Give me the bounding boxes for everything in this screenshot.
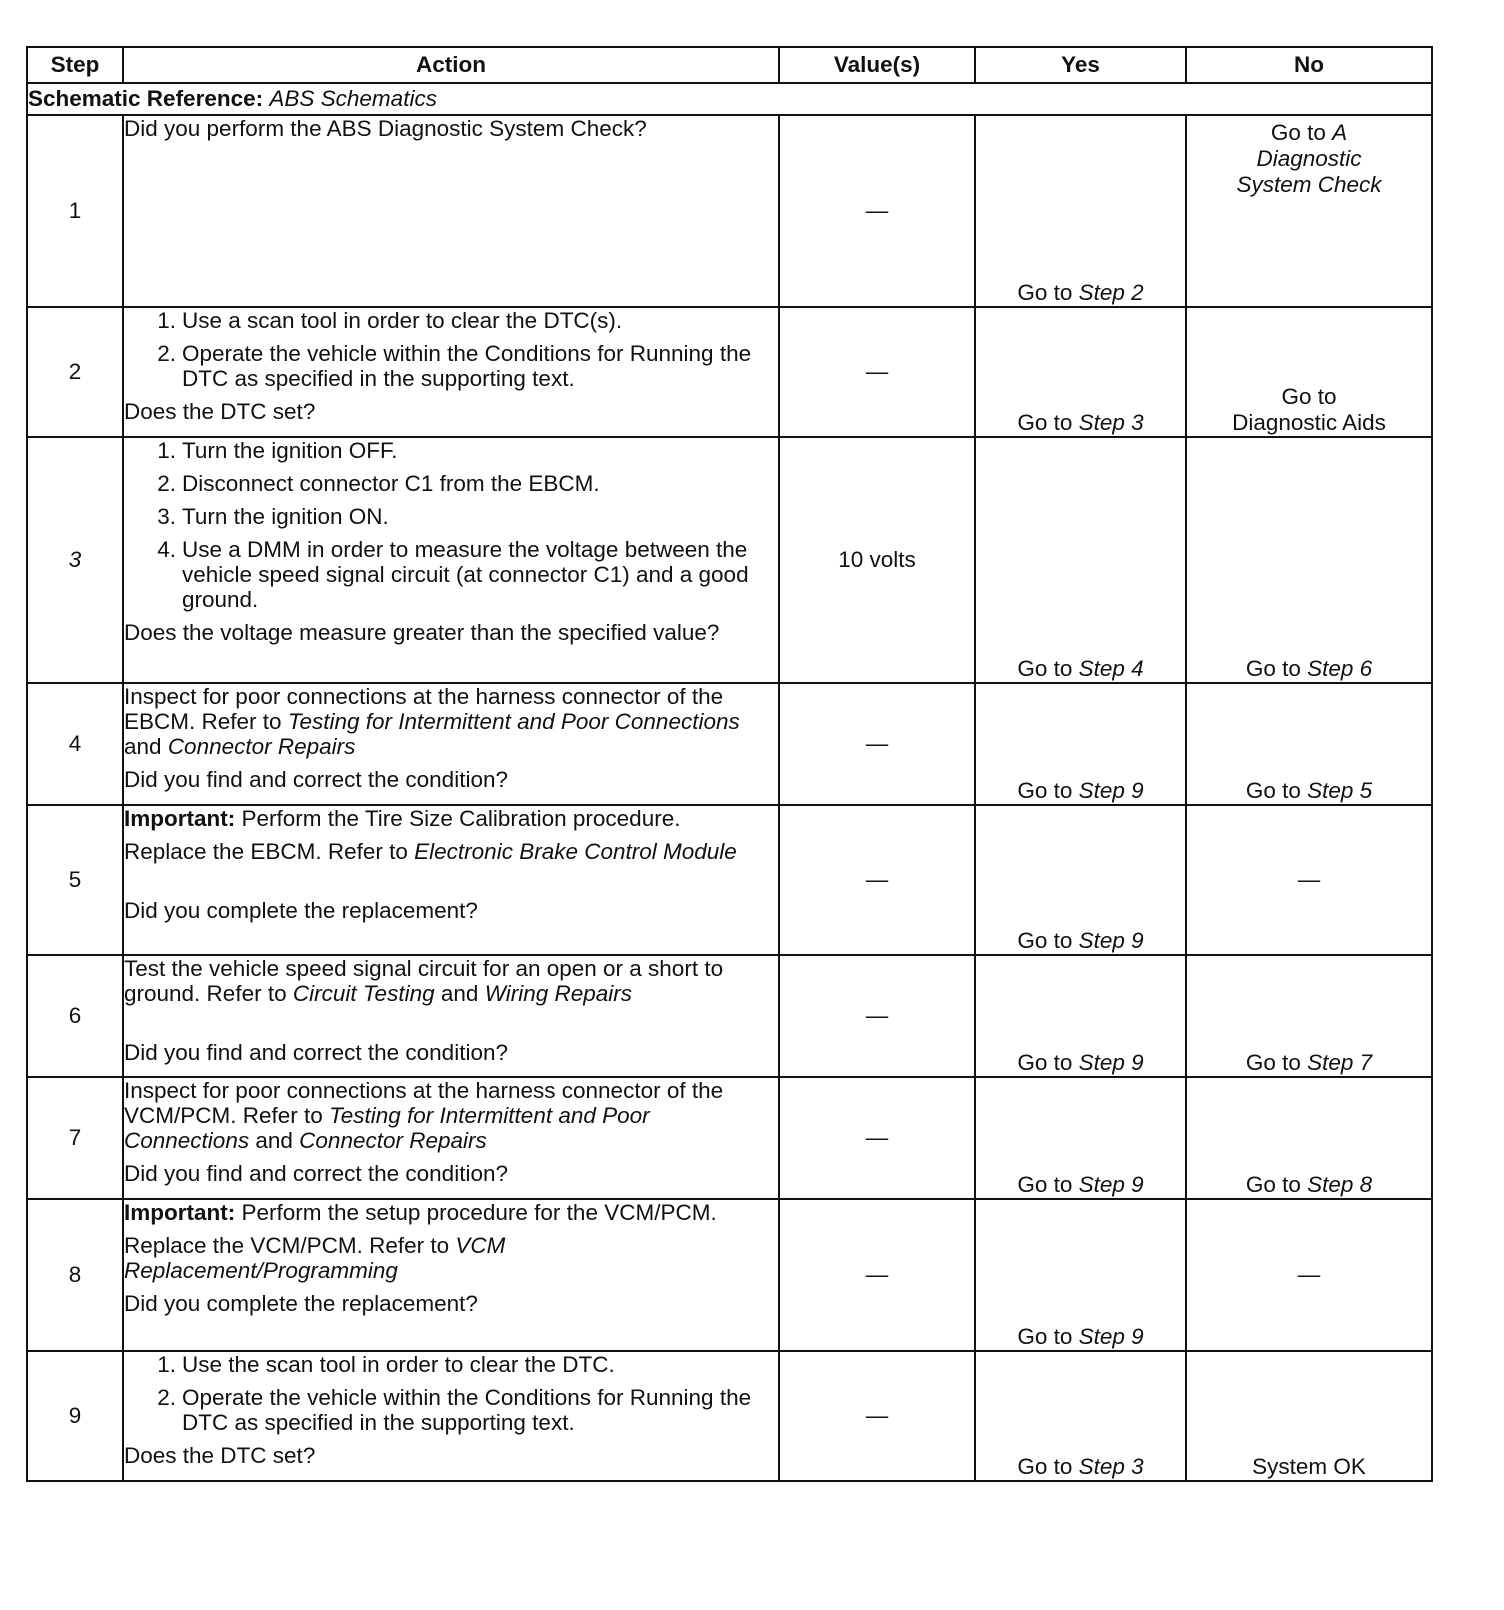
action-question: Did you complete the replacement? <box>124 1291 478 1316</box>
no-cell: Go to Diagnostic Aids <box>1186 307 1432 437</box>
header-step: Step <box>27 47 123 83</box>
step-number: 9 <box>27 1351 123 1481</box>
action-question: Did you complete the replacement? <box>124 898 478 923</box>
list-item: 4. Use a DMM in order to measure the voltage between the vehicle speed signal circuit (at connector C1) and a good ground. <box>157 537 749 612</box>
list-item: 2. Disconnect connector C1 from the EBCM. <box>157 471 600 496</box>
action-cell: Test the vehicle speed signal circuit for an open or a short to ground. Refer to Circuit Testing and Wiring Repairs Did you find and correct the condition? <box>123 955 779 1077</box>
list-item: 1. Use a scan tool in order to clear the DTC(s). <box>157 308 623 333</box>
table-row <box>27 1351 1432 1481</box>
table-row <box>27 437 1432 683</box>
list-item: 1. Use the scan tool in order to clear the DTC. <box>157 1352 615 1377</box>
action-cell <box>123 307 779 437</box>
action-question: Did you find and correct the condition? <box>124 1161 508 1186</box>
reference-link[interactable]: Circuit Testing <box>292 981 435 1006</box>
yes-cell: Go to Step 4 <box>975 437 1186 683</box>
yes-cell: Go to Step 9 <box>975 805 1186 955</box>
step-number: 4 <box>27 683 123 805</box>
no-cell: — <box>1186 805 1432 955</box>
action-cell <box>123 1351 779 1481</box>
value-cell: — <box>779 1351 975 1481</box>
yes-link[interactable]: Step 9 <box>1078 928 1144 953</box>
table-row <box>27 683 1432 805</box>
yes-link[interactable]: Step 9 <box>1078 1324 1144 1349</box>
value-cell: — <box>779 683 975 805</box>
value-cell: — <box>779 805 975 955</box>
action-question: Did you find and correct the condition? <box>124 1040 508 1065</box>
reference-link[interactable]: Connector Repairs <box>299 1128 487 1153</box>
list-item: 3. Turn the ignition ON. <box>157 504 389 529</box>
reference-link[interactable]: Testing for Intermittent and Poor Connections <box>124 1103 650 1153</box>
action-question: Does the voltage measure greater than the specified value? <box>124 620 720 645</box>
action-question: Did you find and correct the condition? <box>124 767 508 792</box>
action-cell <box>123 115 779 307</box>
no-cell: System OK <box>1186 1351 1432 1481</box>
action-cell: Inspect for poor connections at the harness connector of the EBCM. Refer to Testing for Intermittent and Poor Connections and Connector Repairs Did you find and correct the condition? <box>123 683 779 805</box>
schematic-reference <box>27 83 1432 115</box>
yes-cell: Go to Step 9 <box>975 1199 1186 1351</box>
table-row <box>27 1199 1432 1351</box>
yes-cell: Go to Step 3 <box>975 307 1186 437</box>
yes-link[interactable]: Step 3 <box>1078 410 1144 435</box>
schematic-label: Schematic Reference: <box>28 86 264 111</box>
value-cell: — <box>779 115 975 307</box>
no-link[interactable]: Diagnostic Aids <box>1232 410 1386 435</box>
step-number: 8 <box>27 1199 123 1351</box>
reference-link[interactable]: Connector Repairs <box>167 734 356 759</box>
no-link[interactable]: Step 8 <box>1307 1172 1373 1197</box>
no-link[interactable]: A <box>1332 120 1348 145</box>
table-row <box>27 307 1432 437</box>
no-cell: Go to Step 6 <box>1186 437 1432 683</box>
yes-link[interactable]: Step 9 <box>1078 778 1144 803</box>
header-action: Action <box>123 47 779 83</box>
yes-link[interactable]: Step 4 <box>1078 656 1144 681</box>
value-cell: — <box>779 307 975 437</box>
action-question: Did you perform the ABS Diagnostic System Check? <box>124 116 647 141</box>
table-row <box>27 955 1432 1077</box>
action-cell <box>123 437 779 683</box>
value-cell: — <box>779 1077 975 1199</box>
value-cell: — <box>779 1199 975 1351</box>
no-cell: Go to A Diagnostic System Check <box>1186 115 1432 307</box>
step-number: 6 <box>27 955 123 1077</box>
action-question: Does the DTC set? <box>124 399 316 424</box>
reference-link[interactable]: Wiring Repairs <box>484 981 633 1006</box>
action-cell: Important: Perform the setup procedure for the VCM/PCM. Replace the VCM/PCM. Refer to VCM Replacement/Programming Did you complete the replacement? <box>123 1199 779 1351</box>
no-cell: Go to Step 7 <box>1186 955 1432 1077</box>
no-link[interactable]: Step 5 <box>1307 778 1373 803</box>
no-cell: Go to Step 8 <box>1186 1077 1432 1199</box>
value-cell: — <box>779 955 975 1077</box>
yes-link[interactable]: Step 9 <box>1078 1050 1144 1075</box>
yes-cell: Go to Step 9 <box>975 1077 1186 1199</box>
table-row <box>27 1077 1432 1199</box>
no-link[interactable]: Step 7 <box>1307 1050 1373 1075</box>
table-row <box>27 805 1432 955</box>
reference-link[interactable]: Testing for Intermittent and Poor Connections <box>287 709 740 734</box>
action-question: Does the DTC set? <box>124 1443 316 1468</box>
list-item: 2. Operate the vehicle within the Conditions for Running the DTC as specified in the supporting text. <box>157 341 752 391</box>
header-values: Value(s) <box>779 47 975 83</box>
yes-cell: Go to Step 3 <box>975 1351 1186 1481</box>
reference-link[interactable]: VCM Replacement/Programming <box>124 1233 506 1283</box>
step-number: 2 <box>27 307 123 437</box>
header-row <box>27 47 1432 83</box>
diagnostic-table <box>26 46 1433 1482</box>
reference-link[interactable]: Electronic Brake Control Module <box>414 839 737 864</box>
step-number: 3 <box>27 437 123 683</box>
list-item: 1. Turn the ignition OFF. <box>157 438 398 463</box>
header-yes: Yes <box>975 47 1186 83</box>
yes-link[interactable]: Step 9 <box>1078 1172 1144 1197</box>
yes-cell: Go to Step 9 <box>975 683 1186 805</box>
yes-link[interactable]: Step 3 <box>1078 1454 1144 1479</box>
action-cell: Inspect for poor connections at the harness connector of the VCM/PCM. Refer to Testing for Intermittent and Poor Connections and Connector Repairs Did you find and correct the condition? <box>123 1077 779 1199</box>
step-number: 1 <box>27 115 123 307</box>
table-row <box>27 115 1432 307</box>
no-link[interactable]: Step 6 <box>1307 656 1373 681</box>
schematic-link[interactable]: ABS Schematics <box>269 86 437 111</box>
step-number: 7 <box>27 1077 123 1199</box>
step-number: 5 <box>27 805 123 955</box>
yes-link[interactable]: Step 2 <box>1078 280 1144 305</box>
yes-cell: Go to Step 2 <box>975 115 1186 307</box>
no-cell: — <box>1186 1199 1432 1351</box>
no-cell: Go to Step 5 <box>1186 683 1432 805</box>
list-item: 2. Operate the vehicle within the Conditions for Running the DTC as specified in the supporting text. <box>157 1385 752 1435</box>
value-cell: 10 volts <box>779 437 975 683</box>
schematic-row <box>27 83 1432 115</box>
header-no: No <box>1186 47 1432 83</box>
action-cell: Important: Perform the Tire Size Calibration procedure. Replace the EBCM. Refer to Electronic Brake Control Module Did you complete the replacement? <box>123 805 779 955</box>
yes-cell: Go to Step 9 <box>975 955 1186 1077</box>
